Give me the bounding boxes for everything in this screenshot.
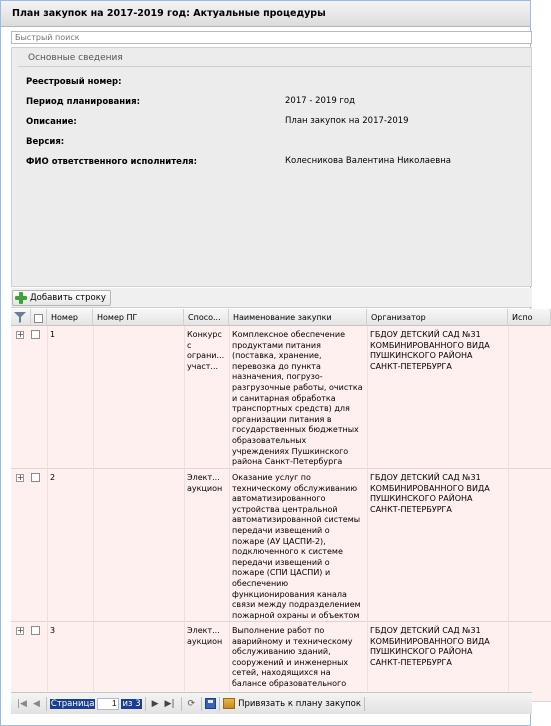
row-name: Выполнение работ по аварийному и техническому обслуживанию зданий, сооружений и инженерных сетей, находящихся на балансе образовательного	[232, 626, 353, 688]
row-organizer: ГБДОУ ДЕТСКИЙ САД №31 КОМБИНИРОВАННОГО ВИДА ПУШКИНСКОГО РАЙОНА САНКТ-ПЕТЕРБУРГА	[370, 473, 490, 514]
prev-page-icon[interactable]: ◀	[32, 698, 40, 709]
page-count-label: из 3	[122, 698, 141, 709]
select-all-column	[31, 309, 47, 326]
expand-row-icon[interactable]: +	[17, 330, 24, 339]
grid-toolbar	[11, 288, 532, 308]
description-value: План закупок на 2017-2019	[285, 116, 409, 126]
column-header-number[interactable]: Номер	[47, 309, 93, 326]
section-title: Основные сведения	[28, 53, 123, 63]
table-row[interactable]	[11, 469, 551, 622]
responsible-person-label: ФИО ответственного исполнителя:	[26, 157, 198, 167]
planning-period-value: 2017 - 2019 год	[285, 96, 355, 106]
column-header-organizer[interactable]: Организатор	[367, 309, 508, 326]
refresh-icon[interactable]: ⟳	[187, 698, 196, 709]
procurement-grid	[11, 309, 532, 691]
bind-to-plan-button[interactable]	[223, 698, 361, 709]
bind-to-plan-label: Привязать к плану закупок	[238, 698, 361, 709]
column-divider	[47, 326, 48, 691]
column-divider	[184, 326, 185, 691]
pager-divider	[201, 697, 202, 711]
window-title: План закупок на 2017-2019 год: Актуальные процедуры	[1, 1, 530, 27]
quick-search-input[interactable]	[11, 31, 532, 44]
row-number: 3	[50, 626, 56, 635]
row-checkbox[interactable]	[31, 330, 40, 339]
add-row-button[interactable]	[12, 290, 111, 306]
row-name: Оказание услуг по техническому обслуживанию автоматизированного устройства центральной автоматизированной системы передачи извещений о пожаре (АУ ЦАСПИ-2), подключенного к системе передачи извещений о пожаре (СПИ ЦАСПИ) и обеспечению функционирования канала связи между подразделением пожарной охраны и объектом	[232, 473, 361, 620]
column-header-name[interactable]: Наименование закупки	[229, 309, 367, 326]
version-label: Версия:	[26, 137, 65, 147]
row-organizer: ГБДОУ ДЕТСКИЙ САД №31 КОМБИНИРОВАННОГО ВИДА ПУШКИНСКОГО РАЙОНА САНКТ-ПЕТЕРБУРГА	[370, 330, 490, 371]
planning-period-label: Период планирования:	[26, 97, 140, 107]
row-number: 1	[50, 330, 56, 339]
responsible-person-value: Колесникова Валентина Николаевна	[285, 156, 452, 166]
row-checkbox[interactable]	[31, 626, 40, 635]
column-header-method[interactable]: Спосо...	[184, 309, 229, 326]
row-number: 2	[50, 473, 56, 482]
last-page-icon[interactable]: ▶|	[164, 698, 175, 709]
pager-divider	[145, 697, 146, 711]
first-page-icon[interactable]: |◀	[17, 698, 27, 709]
grid-header	[11, 309, 551, 326]
expand-row-icon[interactable]: +	[17, 473, 24, 482]
description-label: Описание:	[26, 117, 77, 127]
row-method: Элект... аукцион	[187, 473, 223, 493]
page-number-input[interactable]	[97, 698, 119, 710]
next-page-icon[interactable]: ▶	[151, 698, 159, 709]
plus-icon	[15, 292, 27, 304]
row-method: Конкурс с ограни... участ...	[187, 330, 225, 371]
row-name: Комплексное обеспечение продуктами питания (поставка, хранение, перевозка до пункта назначения, погрузо-разгрузочные работы, очистка и санитарная обработка транспортных средств) для организации питания в государственных бюджетных образовательных учреждениях Пушкинского района Санкт-Петербурга	[232, 330, 363, 467]
expand-row-icon[interactable]: +	[17, 626, 24, 635]
filter-icon[interactable]	[14, 312, 26, 323]
section-divider	[18, 66, 531, 67]
filter-column[interactable]	[11, 309, 31, 326]
main-info-panel	[11, 47, 532, 287]
bind-plan-icon	[223, 698, 235, 709]
registry-number-label: Реестровый номер:	[26, 77, 122, 87]
table-row[interactable]	[11, 326, 551, 469]
add-row-label: Добавить строку	[30, 293, 106, 303]
column-divider	[508, 326, 509, 691]
column-header-pg-number[interactable]: Номер ПГ	[93, 309, 184, 326]
column-header-executor[interactable]: Испо	[508, 309, 551, 326]
table-row[interactable]	[11, 622, 551, 702]
pagination-bar	[11, 692, 532, 714]
column-divider	[367, 326, 368, 691]
pager-divider	[181, 697, 182, 711]
pager-divider	[364, 697, 365, 711]
pager-divider	[46, 697, 47, 711]
row-organizer: ГБДОУ ДЕТСКИЙ САД №31 КОМБИНИРОВАННОГО ВИДА ПУШКИНСКОГО РАЙОНА САНКТ-ПЕТЕРБУРГА	[370, 626, 490, 667]
save-icon[interactable]	[205, 698, 216, 709]
pager-divider	[219, 697, 220, 711]
row-checkbox[interactable]	[31, 473, 40, 482]
column-divider	[93, 326, 94, 691]
select-all-checkbox[interactable]	[34, 314, 43, 323]
page-label: Страница	[50, 698, 95, 709]
column-divider	[229, 326, 230, 691]
row-method: Элект... аукцион	[187, 626, 223, 646]
